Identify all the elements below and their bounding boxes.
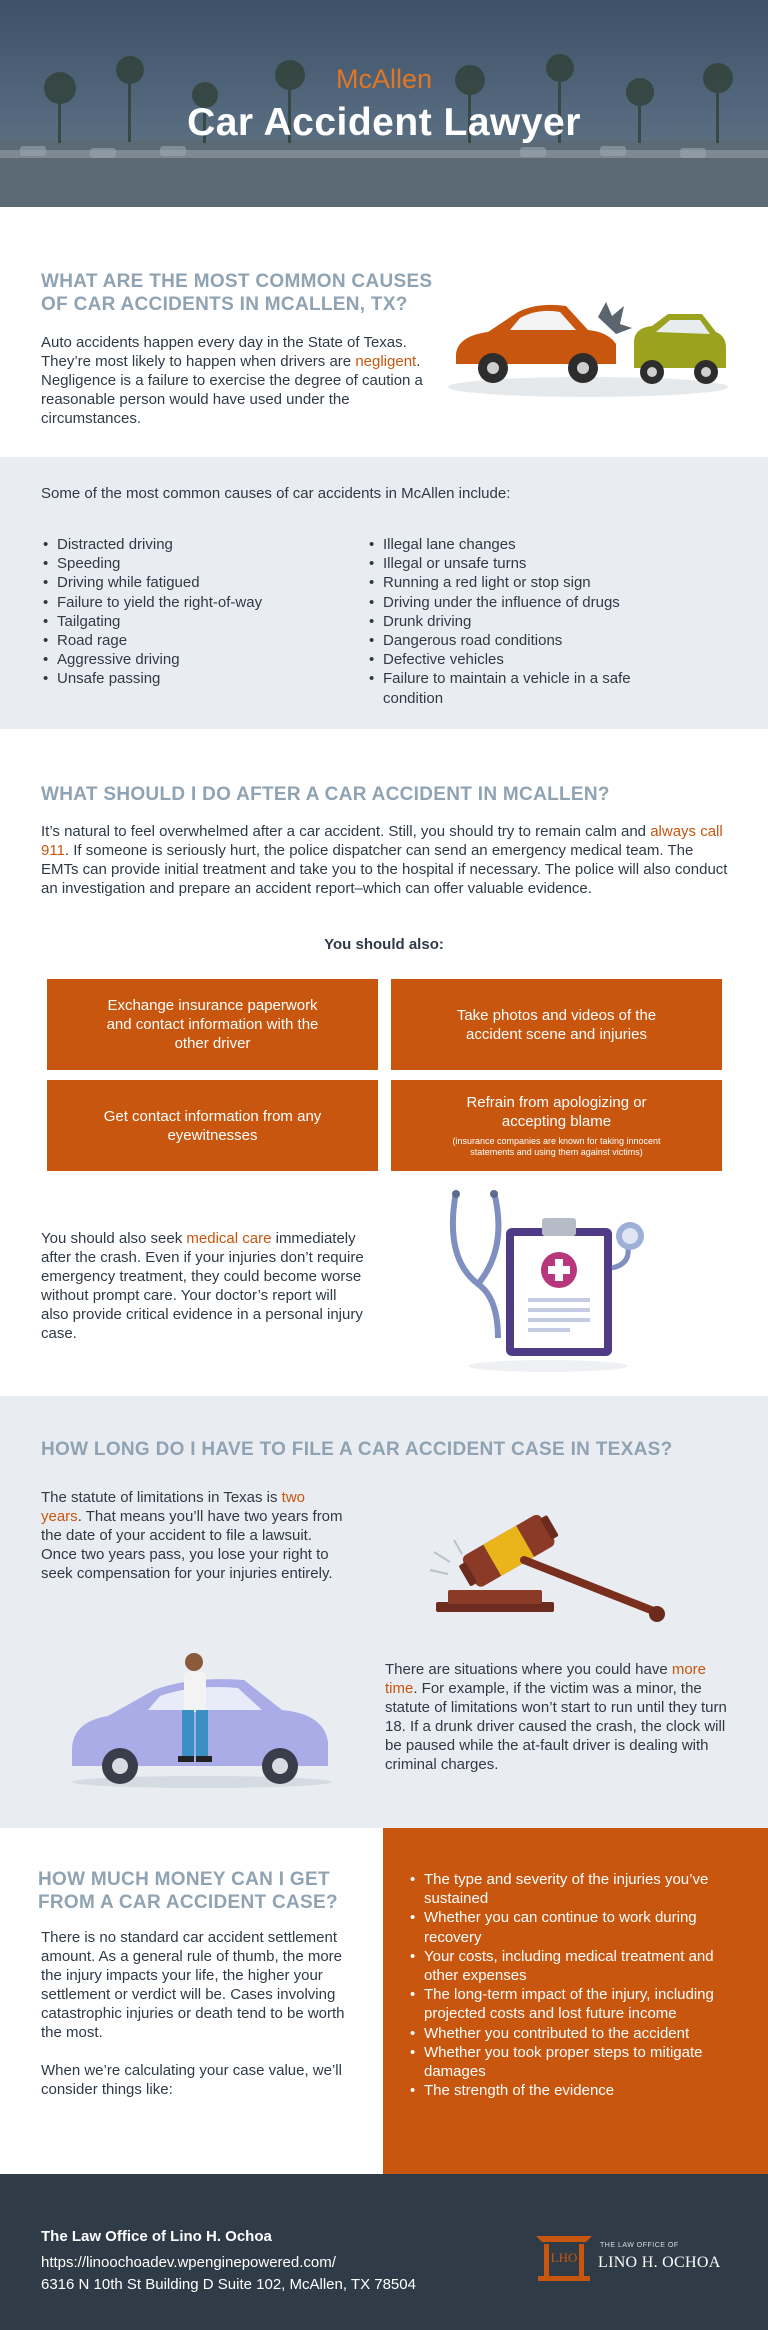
list-item: • Speeding bbox=[41, 554, 361, 573]
list-item: • Aggressive driving bbox=[41, 650, 361, 669]
medical-care-link[interactable]: medical care bbox=[186, 1230, 272, 1247]
more-time-text-1: There are situations where you could have bbox=[385, 1661, 672, 1678]
action-card-text: Refrain from apologizing or accepting blame bbox=[466, 1094, 647, 1130]
causes-heading bbox=[41, 270, 432, 316]
footer-firm-name: The Law Office of Lino H. Ochoa bbox=[41, 2228, 272, 2245]
logo-initials: LHO bbox=[550, 2250, 578, 2265]
footer-logo bbox=[534, 2228, 734, 2284]
list-item: • Drunk driving bbox=[367, 612, 677, 631]
money-heading-line2: FROM A CAR ACCIDENT CASE? bbox=[38, 1892, 338, 1913]
list-item: • Whether you contributed to the accident bbox=[408, 2024, 738, 2043]
list-item: • Defective vehicles bbox=[367, 650, 677, 669]
more-time-text-2: . For example, if the victim was a minor, the statute of limitations won’t start to run until they turn 18. If a drunk driver caused the crash, the clock will be paused while the at-fault driver is dealing with criminal charges. bbox=[385, 1680, 727, 1773]
list-item: • Running a red light or stop sign bbox=[367, 573, 677, 592]
list-item: • Unsafe passing bbox=[41, 669, 361, 688]
list-item: • The type and severity of the injuries you’ve sustained bbox=[408, 1870, 738, 1908]
after-accident-heading: WHAT SHOULD I DO AFTER A CAR ACCIDENT IN MCALLEN? bbox=[41, 784, 610, 805]
stethoscope-clipboard-illustration bbox=[438, 1188, 658, 1373]
action-card bbox=[391, 1080, 722, 1171]
settlement-paragraph: There is no standard car accident settlement amount. As a general rule of thumb, the more the injury impacts your life, the higher your settlement or verdict will be. Cases involving catastrophic injuries or death tend to be worth the most. bbox=[41, 1929, 345, 2041]
list-item: • Driving while fatigued bbox=[41, 573, 361, 592]
you-should-also-label: You should also: bbox=[324, 936, 444, 953]
medical-text-1: You should also seek bbox=[41, 1230, 187, 1247]
footer-address: 6316 N 10th St Building D Suite 102, McAllen, TX 78504 bbox=[41, 2276, 416, 2293]
action-card-text: Get contact information from any eyewitnesses bbox=[103, 1107, 322, 1144]
action-card bbox=[47, 979, 378, 1070]
list-item: • The long-term impact of the injury, including projected costs and lost future income bbox=[408, 1985, 738, 2023]
after-accident-paragraph bbox=[41, 822, 731, 898]
causes-list-section bbox=[0, 457, 768, 729]
list-item: • Failure to yield the right-of-way bbox=[41, 593, 361, 612]
list-item: • Illegal or unsafe turns bbox=[367, 554, 677, 573]
medical-text-2: immediately after the crash. Even if your injuries don’t require emergency treatment, they could become worse without prompt care. Your doctor’s report will also provide critical evidence in a personal injury case. bbox=[41, 1230, 364, 1342]
causes-list-left bbox=[41, 535, 361, 689]
logo-name-text: LINO H. OCHOA bbox=[598, 2254, 721, 2271]
causes-list-right bbox=[367, 535, 677, 708]
causes-heading-line2: OF CAR ACCIDENTS IN MCALLEN, TX? bbox=[41, 294, 408, 315]
action-card-note: (insurance companies are known for taking innocent statements and using them against victims) bbox=[452, 1136, 661, 1157]
gavel-illustration bbox=[424, 1490, 674, 1630]
list-item: • Distracted driving bbox=[41, 535, 361, 554]
action-card-text: Take photos and videos of the accident scene and injuries bbox=[456, 1006, 657, 1043]
list-item: • Driving under the influence of drugs bbox=[367, 593, 677, 612]
negligence-paragraph bbox=[41, 333, 426, 428]
action-card bbox=[391, 979, 722, 1070]
two-years-link[interactable]: two years bbox=[41, 1489, 306, 1525]
case-value-factors-panel bbox=[383, 1828, 768, 2174]
list-item: • Your costs, including medical treatment and other expenses bbox=[408, 1947, 738, 1985]
list-item: • The strength of the evidence bbox=[408, 2081, 738, 2100]
more-time-link[interactable]: more time bbox=[385, 1661, 707, 1697]
more-time-paragraph bbox=[385, 1660, 730, 1774]
list-item: • Whether you can continue to work during recovery bbox=[408, 1908, 738, 1946]
after-text-1: It’s natural to feel overwhelmed after a car accident. Still, you should try to remain calm and bbox=[41, 823, 651, 840]
hero-title: Car Accident Lawyer bbox=[187, 101, 581, 144]
list-item: • Illegal lane changes bbox=[367, 535, 677, 554]
action-card bbox=[47, 1080, 378, 1171]
case-value-factors-list bbox=[408, 1870, 738, 2100]
money-heading-line1: HOW MUCH MONEY CAN I GET bbox=[38, 1869, 330, 1890]
causes-heading-line1: WHAT ARE THE MOST COMMON CAUSES bbox=[41, 271, 433, 292]
action-card-text: Exchange insurance paperwork and contact information with the other driver bbox=[106, 997, 319, 1052]
after-text-2: . If someone is seriously hurt, the police dispatcher can send an emergency medical team. The EMTs can provide initial treatment and take you to the hospital if necessary. The police will also conduct an investigation and prepare an accident report–which can offer valuable evidence. bbox=[41, 842, 728, 897]
statute-heading: HOW LONG DO I HAVE TO FILE A CAR ACCIDENT CASE IN TEXAS? bbox=[41, 1439, 673, 1460]
hero-banner bbox=[0, 0, 768, 207]
statute-text-2: . That means you’ll have two years from the date of your accident to file a lawsuit. Once two years pass, you lose your right to seek compensation for your injuries entirely. bbox=[41, 1508, 343, 1582]
injured-man-car-illustration bbox=[62, 1650, 342, 1790]
list-item: • Road rage bbox=[41, 631, 361, 650]
car-crash-illustration bbox=[448, 292, 728, 402]
list-item: • Whether you took proper steps to mitigate damages bbox=[408, 2043, 738, 2081]
money-heading bbox=[38, 1868, 338, 1914]
hero-subtitle: McAllen bbox=[335, 64, 433, 94]
statute-text-1: The statute of limitations in Texas is bbox=[41, 1489, 282, 1506]
case-value-paragraph: When we’re calculating your case value, we’ll consider things like: bbox=[41, 2062, 342, 2098]
list-item: • Tailgating bbox=[41, 612, 361, 631]
list-item: • Failure to maintain a vehicle in a safe condition bbox=[367, 669, 677, 707]
footer-website-link[interactable]: https://linoochoadev.wpenginepowered.com/ bbox=[41, 2254, 336, 2271]
negligence-text-2: . Negligence is a failure to exercise the degree of caution a reasonable person would have used under the circumstances. bbox=[41, 353, 423, 427]
causes-list-intro: Some of the most common causes of car accidents in McAllen include: bbox=[41, 485, 511, 502]
list-item: • Dangerous road conditions bbox=[367, 631, 677, 650]
logo-small-text: THE LAW OFFICE OF bbox=[600, 2242, 679, 2249]
negligence-text-1: Auto accidents happen every day in the State of Texas. They’re most likely to happen when drivers are bbox=[41, 334, 407, 370]
statute-paragraph bbox=[41, 1488, 346, 1583]
medical-care-paragraph bbox=[41, 1229, 366, 1343]
footer bbox=[0, 2174, 768, 2330]
negligent-link[interactable]: negligent bbox=[355, 353, 417, 370]
call-911-link[interactable]: always call 911 bbox=[41, 823, 723, 859]
